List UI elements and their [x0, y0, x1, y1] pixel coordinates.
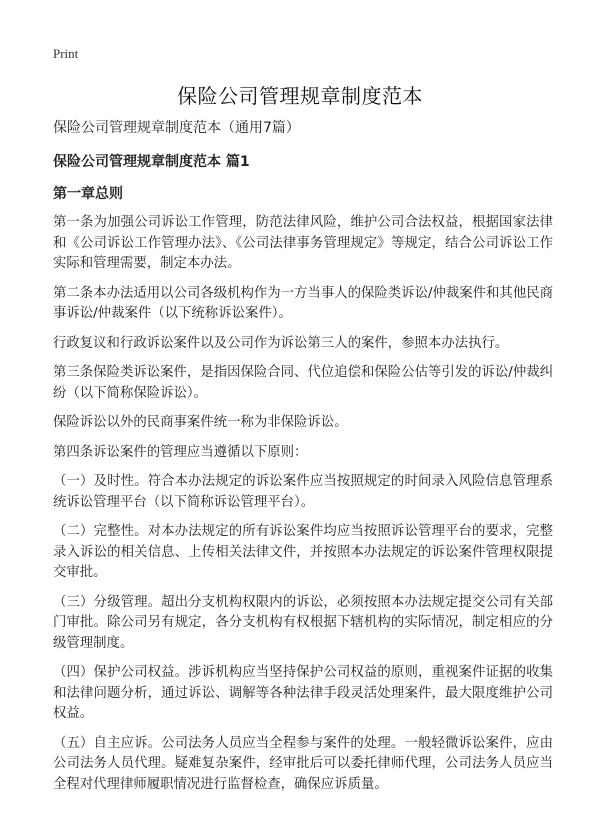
chapter-heading: 第一章总则 — [53, 186, 123, 202]
paragraph-principle-4: （四）保护公司权益。涉诉机构应当坚持保护公司权益的原则，重视案件证据的收集和法律问题分析，通过诉讼、调解等各种法律手段灵活处理案件，最大限度维护公司权益。 — [53, 665, 553, 721]
paragraph-article-4: 第四条诉讼案件的管理应当遵循以下原则： — [53, 444, 308, 460]
paragraph-article-3: 第三条保险类诉讼案件，是指因保险合同、代位追偿和保险公估等引发的诉讼/仲裁纠纷（以下简称保险诉讼）。 — [53, 365, 553, 401]
paragraph-article-1: 第一条为加强公司诉讼工作管理，防范法律风险，维护公司合法权益，根据国家法律和《公司诉讼工作管理办法》、《公司法律事务管理规定》等规定，结合公司诉讼工作实际和管理需要，制定本办法。 — [53, 215, 553, 271]
paragraph-non-insurance: 保险诉讼以外的民商事案件统一称为非保险诉讼。 — [53, 415, 348, 430]
print-label: Print — [53, 46, 79, 61]
paragraph-principle-3: （三）分级管理。超出分支机构权限内的诉讼，必须按照本办法规定提交公司有关部门审批。除公司另有规定，各分支机构有权根据下辖机构的实际情况，制定相应的分级管理制度。 — [53, 594, 553, 651]
document-body — [53, 118, 553, 804]
paragraph-principle-5: （五）自主应诉。公司法务人员应当全程参与案件的处理。一般轻微诉讼案件，应由公司法务人员代理。疑难复杂案件，经审批后可以委托律师代理，公司法务人员应当全程对代理律师履职情况进行监督检查，确保应诉质量。 — [53, 735, 553, 792]
section-heading: 保险公司管理规章制度范本 篇1 — [53, 154, 250, 170]
paragraph-admin-cases: 行政复议和行政诉讼案件以及公司作为诉讼第三人的案件，参照本办法执行。 — [53, 335, 509, 351]
paragraph-article-2: 第二条本办法适用以公司各级机构作为一方当事人的保险类诉讼/仲裁案件和其他民商事诉讼/仲裁案件（以下统称诉讼案件）。 — [53, 285, 553, 321]
paragraph-principle-2: （二）完整性。对本办法规定的所有诉讼案件均应当按照诉讼管理平台的要求，完整录入诉讼的相关信息、上传相关法律文件，并按照本办法规定的诉讼案件管理权限提交审批。 — [53, 524, 553, 580]
document-subtitle: 保险公司管理规章制度范本（通用7篇） — [53, 120, 300, 136]
paragraph-principle-1: （一）及时性。符合本办法规定的诉讼案件应当按照规定的时间录入风险信息管理系统诉讼管理平台（以下简称诉讼管理平台）。 — [53, 474, 553, 510]
document-title: 保险公司管理规章制度范本 — [177, 84, 423, 108]
